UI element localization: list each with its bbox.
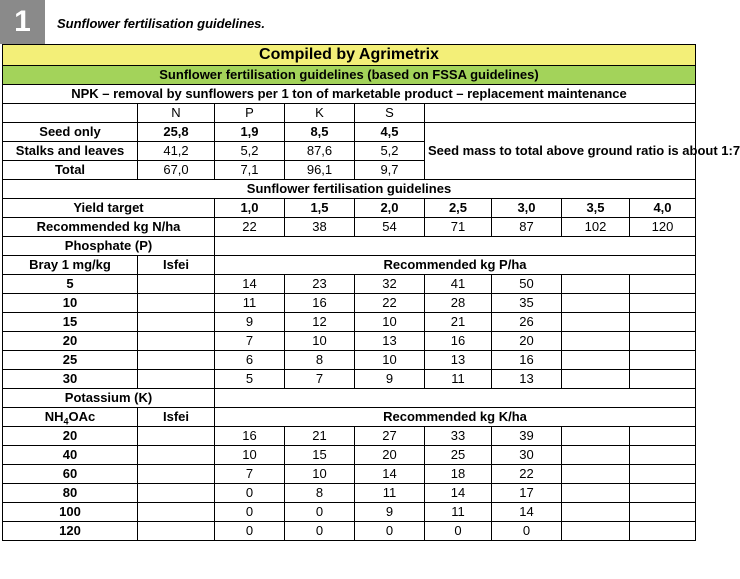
phosphate-value: 14 [215,275,285,294]
phosphate-value: 28 [425,294,492,313]
npk-column-header: S [355,104,425,123]
potassium-value: 22 [492,465,562,484]
yield-target-value: 2,0 [355,199,425,218]
fertilisation-table [2,44,740,541]
phosphate-value: 20 [492,332,562,351]
potassium-value: 14 [355,465,425,484]
table-title: Compiled by Agrimetrix [3,45,696,66]
potassium-value: 14 [425,484,492,503]
phosphate-heading-spacer [215,237,696,256]
nitrogen-value: 71 [425,218,492,237]
empty-cell [562,332,630,351]
npk-value: 9,7 [355,161,425,180]
empty-cell [630,370,696,389]
npk-heading-row [3,85,696,104]
potassium-value: 0 [425,522,492,541]
isfei-value [138,446,215,465]
phosphate-value: 13 [355,332,425,351]
potassium-row [3,446,696,465]
potassium-value: 18 [425,465,492,484]
potassium-row [3,484,696,503]
potassium-value: 0 [285,503,355,522]
phosphate-value: 11 [215,294,285,313]
nitrogen-value: 22 [215,218,285,237]
isfei-value [138,351,215,370]
nh4oac-value: 60 [3,465,138,484]
potassium-column-row [3,408,696,427]
potassium-value: 10 [215,446,285,465]
potassium-value: 21 [285,427,355,446]
yield-target-value: 1,0 [215,199,285,218]
npk-value: 87,6 [285,142,355,161]
isfei-value [138,313,215,332]
nitrogen-value: 87 [492,218,562,237]
phosphate-value: 7 [285,370,355,389]
nitrogen-value: 120 [630,218,696,237]
guidelines-heading: Sunflower fertilisation guidelines [3,180,696,199]
npk-value: 67,0 [138,161,215,180]
potassium-value: 20 [355,446,425,465]
isfei-value [138,370,215,389]
empty-cell [630,294,696,313]
figure-caption: Sunflower fertilisation guidelines. [57,16,266,31]
npk-row-label: Seed only [3,123,138,142]
phosphate-value: 13 [425,351,492,370]
nh4oac-value: 20 [3,427,138,446]
empty-cell [562,313,630,332]
potassium-value: 0 [355,522,425,541]
potassium-heading: Potassium (K) [3,389,215,408]
npk-value: 25,8 [138,123,215,142]
npk-row-label: Total [3,161,138,180]
potassium-value: 0 [215,503,285,522]
potassium-value: 14 [492,503,562,522]
phosphate-value: 32 [355,275,425,294]
phosphate-value: 10 [355,351,425,370]
phosphate-value: 26 [492,313,562,332]
phosphate-value: 23 [285,275,355,294]
empty-cell [562,484,630,503]
phosphate-value: 9 [215,313,285,332]
nitrogen-label: Recommended kg N/ha [3,218,215,237]
figure-number-badge: 1 [0,0,45,44]
bray-value: 20 [3,332,138,351]
isfei-value [138,294,215,313]
yield-target-value: 1,5 [285,199,355,218]
bray-value: 30 [3,370,138,389]
empty-cell [630,522,696,541]
potassium-value: 11 [355,484,425,503]
potassium-value: 0 [285,522,355,541]
npk-value: 5,2 [355,142,425,161]
isfei-value [138,503,215,522]
phosphate-heading-row [3,237,696,256]
phosphate-recommended-label: Recommended kg P/ha [215,256,696,275]
npk-header-spacer [425,104,696,123]
nh4oac-column-label: $NH_4OAc$ [3,408,138,427]
phosphate-value: 9 [355,370,425,389]
phosphate-value: 8 [285,351,355,370]
yield-target-value: 3,0 [492,199,562,218]
phosphate-value: 10 [285,332,355,351]
empty-cell [562,427,630,446]
nitrogen-value: 38 [285,218,355,237]
potassium-value: 39 [492,427,562,446]
yield-target-value: 3,5 [562,199,630,218]
seed-ratio-note: Seed mass to total above ground ratio is about 1:7 [425,123,696,180]
npk-row [3,123,696,142]
bray-value: 5 [3,275,138,294]
phosphate-row [3,294,696,313]
phosphate-heading: Phosphate (P) [3,237,215,256]
phosphate-row [3,313,696,332]
empty-cell [562,503,630,522]
isfei-value [138,484,215,503]
potassium-row [3,522,696,541]
npk-column-header: P [215,104,285,123]
potassium-value: 25 [425,446,492,465]
npk-column-header: N [138,104,215,123]
phosphate-row [3,332,696,351]
phosphate-value: 11 [425,370,492,389]
npk-value: 8,5 [285,123,355,142]
empty-cell [630,332,696,351]
potassium-value: 17 [492,484,562,503]
nitrogen-row [3,218,696,237]
empty-cell [562,370,630,389]
phosphate-value: 41 [425,275,492,294]
phosphate-value: 16 [285,294,355,313]
phosphate-value: 35 [492,294,562,313]
npk-value: 96,1 [285,161,355,180]
potassium-value: 15 [285,446,355,465]
empty-cell [562,465,630,484]
potassium-row [3,427,696,446]
yield-target-value: 2,5 [425,199,492,218]
potassium-value: 11 [425,503,492,522]
potassium-value: 8 [285,484,355,503]
empty-cell [630,313,696,332]
empty-cell [630,446,696,465]
phosphate-value: 16 [425,332,492,351]
isfei-value [138,275,215,294]
phosphate-value: 16 [492,351,562,370]
phosphate-value: 13 [492,370,562,389]
yield-target-row [3,199,696,218]
nh4oac-value: 40 [3,446,138,465]
phosphate-value: 22 [355,294,425,313]
potassium-value: 27 [355,427,425,446]
empty-cell [630,484,696,503]
potassium-value: 9 [355,503,425,522]
npk-value: 41,2 [138,142,215,161]
npk-value: 7,1 [215,161,285,180]
potassium-row [3,503,696,522]
potassium-recommended-label: Recommended kg K/ha [215,408,696,427]
potassium-heading-row [3,389,696,408]
phosphate-value: 21 [425,313,492,332]
potassium-row [3,465,696,484]
npk-heading: NPK – removal by sunflowers per 1 ton of marketable product – replacement maintenance [3,85,696,104]
empty-cell [562,294,630,313]
isfei-value [138,332,215,351]
isfei-column-label: Isfei [138,408,215,427]
phosphate-row [3,275,696,294]
table-subtitle: Sunflower fertilisation guidelines (based on FSSA guidelines) [3,66,696,85]
yield-target-label: Yield target [3,199,215,218]
title-row [3,45,696,66]
yield-target-value: 4,0 [630,199,696,218]
empty-cell [630,503,696,522]
npk-column-header: K [285,104,355,123]
empty-cell [630,427,696,446]
empty-cell [562,522,630,541]
potassium-value: 10 [285,465,355,484]
bray-value: 25 [3,351,138,370]
empty-cell [562,275,630,294]
potassium-value: 33 [425,427,492,446]
phosphate-row [3,351,696,370]
potassium-heading-spacer [215,389,696,408]
nh4oac-value: 120 [3,522,138,541]
npk-value: 5,2 [215,142,285,161]
phosphate-value: 12 [285,313,355,332]
npk-row-label: Stalks and leaves [3,142,138,161]
phosphate-row [3,370,696,389]
potassium-value: 16 [215,427,285,446]
npk-value: 4,5 [355,123,425,142]
nh4oac-value: 80 [3,484,138,503]
isfei-value [138,427,215,446]
nh4oac-value: 100 [3,503,138,522]
empty-cell [630,275,696,294]
phosphate-value: 7 [215,332,285,351]
nitrogen-value: 102 [562,218,630,237]
phosphate-value: 6 [215,351,285,370]
empty-cell [630,351,696,370]
potassium-value: 0 [215,484,285,503]
phosphate-value: 50 [492,275,562,294]
isfei-value [138,465,215,484]
empty-cell [562,351,630,370]
phosphate-value: 10 [355,313,425,332]
bray-value: 10 [3,294,138,313]
npk-column-header-row [3,104,696,123]
npk-value: 1,9 [215,123,285,142]
potassium-value: 7 [215,465,285,484]
subtitle-row [3,66,696,85]
potassium-value: 30 [492,446,562,465]
isfei-column-label: Isfei [138,256,215,275]
isfei-value [138,522,215,541]
empty-cell [630,465,696,484]
empty-cell [562,446,630,465]
potassium-value: 0 [492,522,562,541]
guidelines-heading-row [3,180,696,199]
potassium-value: 0 [215,522,285,541]
phosphate-value: 5 [215,370,285,389]
bray-value: 15 [3,313,138,332]
npk-corner-cell [3,104,138,123]
phosphate-column-row [3,256,696,275]
nitrogen-value: 54 [355,218,425,237]
bray-column-label: Bray 1 mg/kg [3,256,138,275]
